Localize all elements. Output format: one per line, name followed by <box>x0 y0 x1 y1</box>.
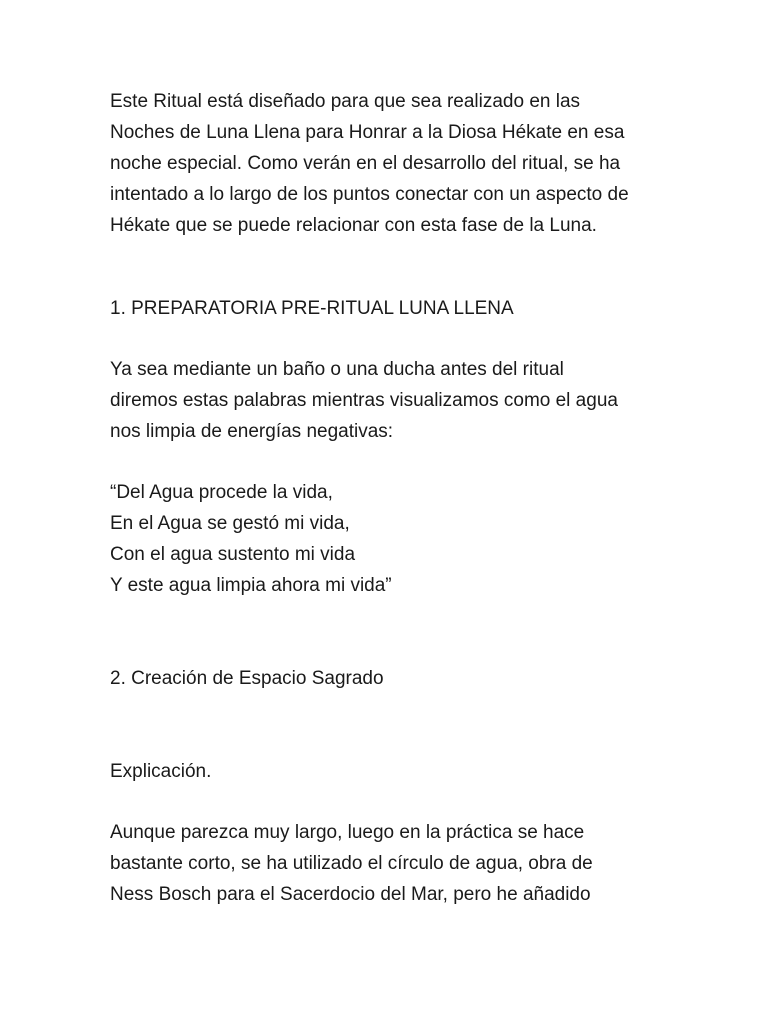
verse-line: Con el agua sustento mi vida <box>110 544 356 565</box>
section2-line: Aunque parezca muy largo, luego en la práctica se hace <box>110 822 585 843</box>
intro-paragraph <box>110 86 670 241</box>
verse-line: En el Agua se gestó mi vida, <box>110 513 350 534</box>
section2-line: Ness Bosch para el Sacerdocio del Mar, pero he añadido <box>110 884 591 905</box>
intro-line: Este Ritual está diseñado para que sea realizado en las <box>110 91 581 112</box>
section2-subheading: Explicación. <box>110 761 212 782</box>
verse-line: “Del Agua procede la vida, <box>110 482 333 503</box>
section1-line: nos limpia de energías negativas: <box>110 421 394 442</box>
section1-verse <box>110 477 670 601</box>
intro-line: noche especial. Como verán en el desarrollo del ritual, se ha <box>110 153 621 174</box>
section1-line: diremos estas palabras mientras visualizamos como el agua <box>110 390 618 411</box>
verse-line: Y este agua limpia ahora mi vida” <box>110 575 392 596</box>
intro-line: Hékate que se puede relacionar con esta fase de la Luna. <box>110 215 597 236</box>
section1-paragraph <box>110 354 670 447</box>
intro-line: Noches de Luna Llena para Honrar a la Diosa Hékate en esa <box>110 122 625 143</box>
intro-line: intentado a lo largo de los puntos conectar con un aspecto de <box>110 184 629 205</box>
document-page <box>110 86 670 910</box>
section1-heading: 1. PREPARATORIA PRE-RITUAL LUNA LLENA <box>110 298 514 319</box>
section2-heading: 2. Creación de Espacio Sagrado <box>110 668 384 689</box>
section2-line: bastante corto, se ha utilizado el círculo de agua, obra de <box>110 853 593 874</box>
section2-paragraph <box>110 817 670 910</box>
section1-line: Ya sea mediante un baño o una ducha antes del ritual <box>110 359 564 380</box>
